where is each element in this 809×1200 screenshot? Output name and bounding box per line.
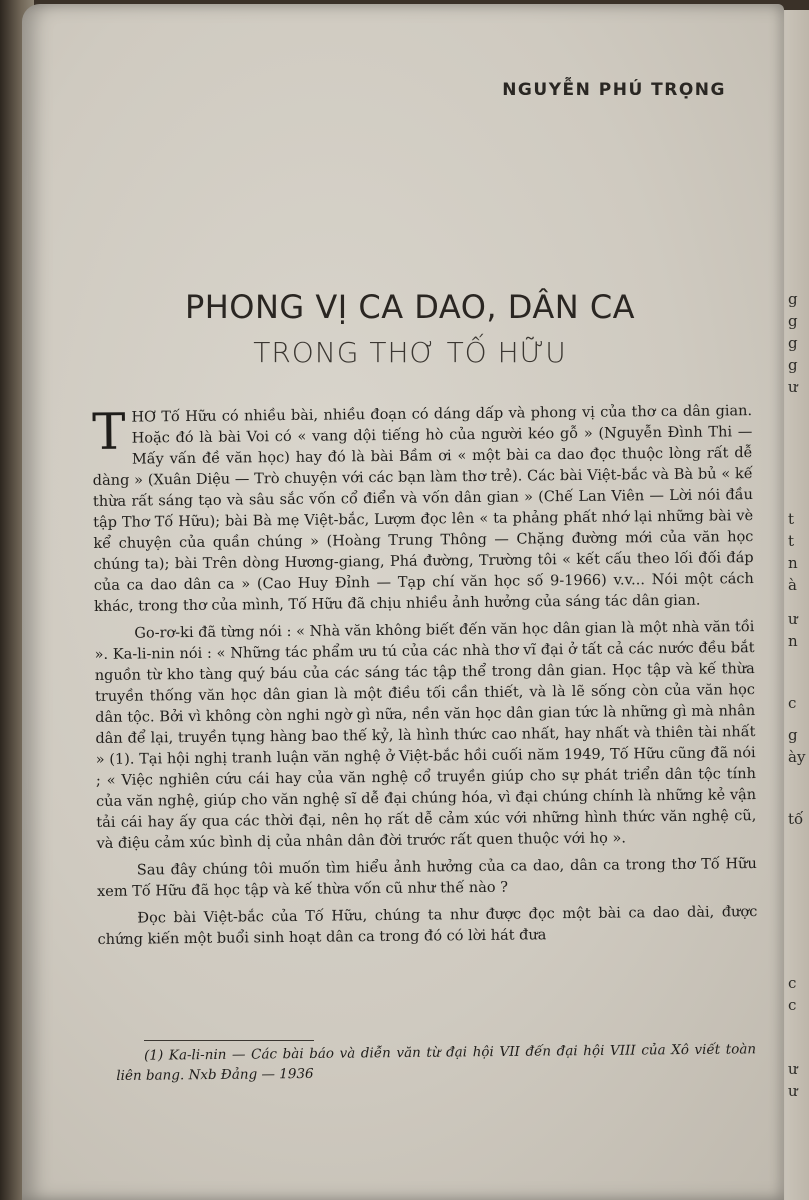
paragraph-text: HƠ Tố Hữu có nhiều bài, nhiều đoạn có dáng dấp và phong vị của thơ ca dân gian. Hoặc đó là bài Voi có « vang dội tiếng hò của người kéo gỗ » (Nguyễn Đình Thi — Mấy vấn đề văn học) hay đó là bài Bầm ơi « một bài ca dao đọc thuộc lòng rất dễ dàng » (Xuân Diệu — Trò chuyện với các bạn làm thơ trẻ). Các bài Việt-bắc và Bà bủ « kế thừa rất sáng tạo và sâu sắc vốn cổ điển và vốn dân gian » (Chế Lan Viên — Lời nói đầu tập Thơ Tố Hữu); bài Bà mẹ Việt-bắc, Lượm đọc lên « ta phảng phất nhớ lại những bài vè kể chuyện của quần chúng » (Hoàng Trung Thông — Chặng đường mới của văn học chúng ta); bài Trên dòng Hương-giang, Phá đường, Trường tôi « kết cấu theo lối đối đáp của ca dao dân ca » (Cao Huy Đỉnh — Tạp chí văn học số 9-1966) v.v... Nói một cách khác, trong thơ của mình, Tố Hữu đã chịu nhiều ảnh hưởng của sáng tác dân gian. [92, 403, 754, 615]
adjacent-page-fragment: t [788, 510, 795, 528]
adjacent-page-fragment: c [788, 694, 797, 712]
adjacent-page-fragment: tố [788, 810, 804, 828]
paragraph: Go-rơ-ki đã từng nói : « Nhà văn không biết đến văn học dân gian là một nhà văn tồi ». Ka-li-nin nói : « Những tác phẩm ưu tú của các nhà thơ vĩ đại ở tất cả các nước đều bắt nguồn từ kho tàng quý báu của các sáng tác tập thể trong dân gian. Học tập và kế thừa truyền thống văn học dân gian là một điều tối cần thiết, và là lẽ sống còn của văn học dân tộc. Bởi vì không còn nghi ngờ gì nữa, nền văn học dân gian tức là những gì mà nhân dân để lại, truyền tụng hàng bao thế kỷ, là hình thức cao nhất, hay nhất và thiên tài nhất » (1). Tại hội nghị tranh luận văn nghệ ở Việt-bắc hồi cuối năm 1949, Tố Hữu cũng đã nói ; « Việc nghiên cứu cái hay của văn nghệ cổ truyền giúp cho sự phát triển dân tộc tính của văn nghệ, giúp cho văn nghệ sĩ dễ đại chúng hóa, vì đại chúng chính là những kẻ vận tải cái hay ấy qua các thời đại, nên họ rất dễ cảm xúc với những hình thức văn nghệ cũ, và điệu cảm xúc bình dị của nhân dân đời trước rất quen thuộc với họ ». [94, 619, 757, 852]
adjacent-page-fragment: t [788, 532, 795, 550]
adjacent-page-fragment: c [788, 974, 797, 992]
drop-cap: T [91, 402, 126, 461]
adjacent-page-fragment: g [788, 290, 798, 308]
adjacent-page-fragment: g [788, 356, 798, 374]
adjacent-page-fragment: ày [788, 748, 806, 766]
adjacent-page-fragment: ư [788, 1060, 798, 1078]
adjacent-page-fragment: n [788, 632, 798, 650]
adjacent-page-fragment: n [788, 554, 798, 572]
paragraph [92, 401, 754, 618]
footnote-divider [144, 1040, 314, 1041]
adjacent-page-fragment: g [788, 726, 798, 744]
adjacent-page-fragment: ư [788, 1082, 798, 1100]
adjacent-page-fragment: g [788, 312, 798, 330]
paragraph: Sau đây chúng tôi muốn tìm hiểu ảnh hưởng của ca dao, dân ca trong thơ Tố Hữu xem Tố Hữu đã học tập và kế thừa vốn cũ như thế nào ? [96, 856, 757, 900]
adjacent-page-fragment: ư [788, 610, 798, 628]
adjacent-page-fragment: ư [788, 378, 798, 396]
adjacent-page-fragment: à [788, 576, 797, 594]
footnote: (1) Ka-li-nin — Các bài báo và diễn văn từ đại hội VII đến đại hội VIII của Xô viết toàn liên bang. Nxb Đảng — 1936 [116, 1041, 757, 1084]
article-subtitle: TRONG THƠ TỐ HỮU [253, 336, 567, 369]
adjacent-page-fragment: g [788, 334, 798, 352]
adjacent-page-fragment: c [788, 996, 797, 1014]
article-body [92, 401, 758, 957]
article-title: PHONG VỊ CA DAO, DÂN CA [184, 288, 636, 326]
page-header-author: NGUYỄN PHÚ TRỌNG [502, 80, 726, 100]
paragraph: Đọc bài Việt-bắc của Tố Hữu, chúng ta như được đọc một bài ca dao dài, được chứng kiến một buổi sinh hoạt dân ca trong đó có lời hát đưa [97, 904, 758, 948]
